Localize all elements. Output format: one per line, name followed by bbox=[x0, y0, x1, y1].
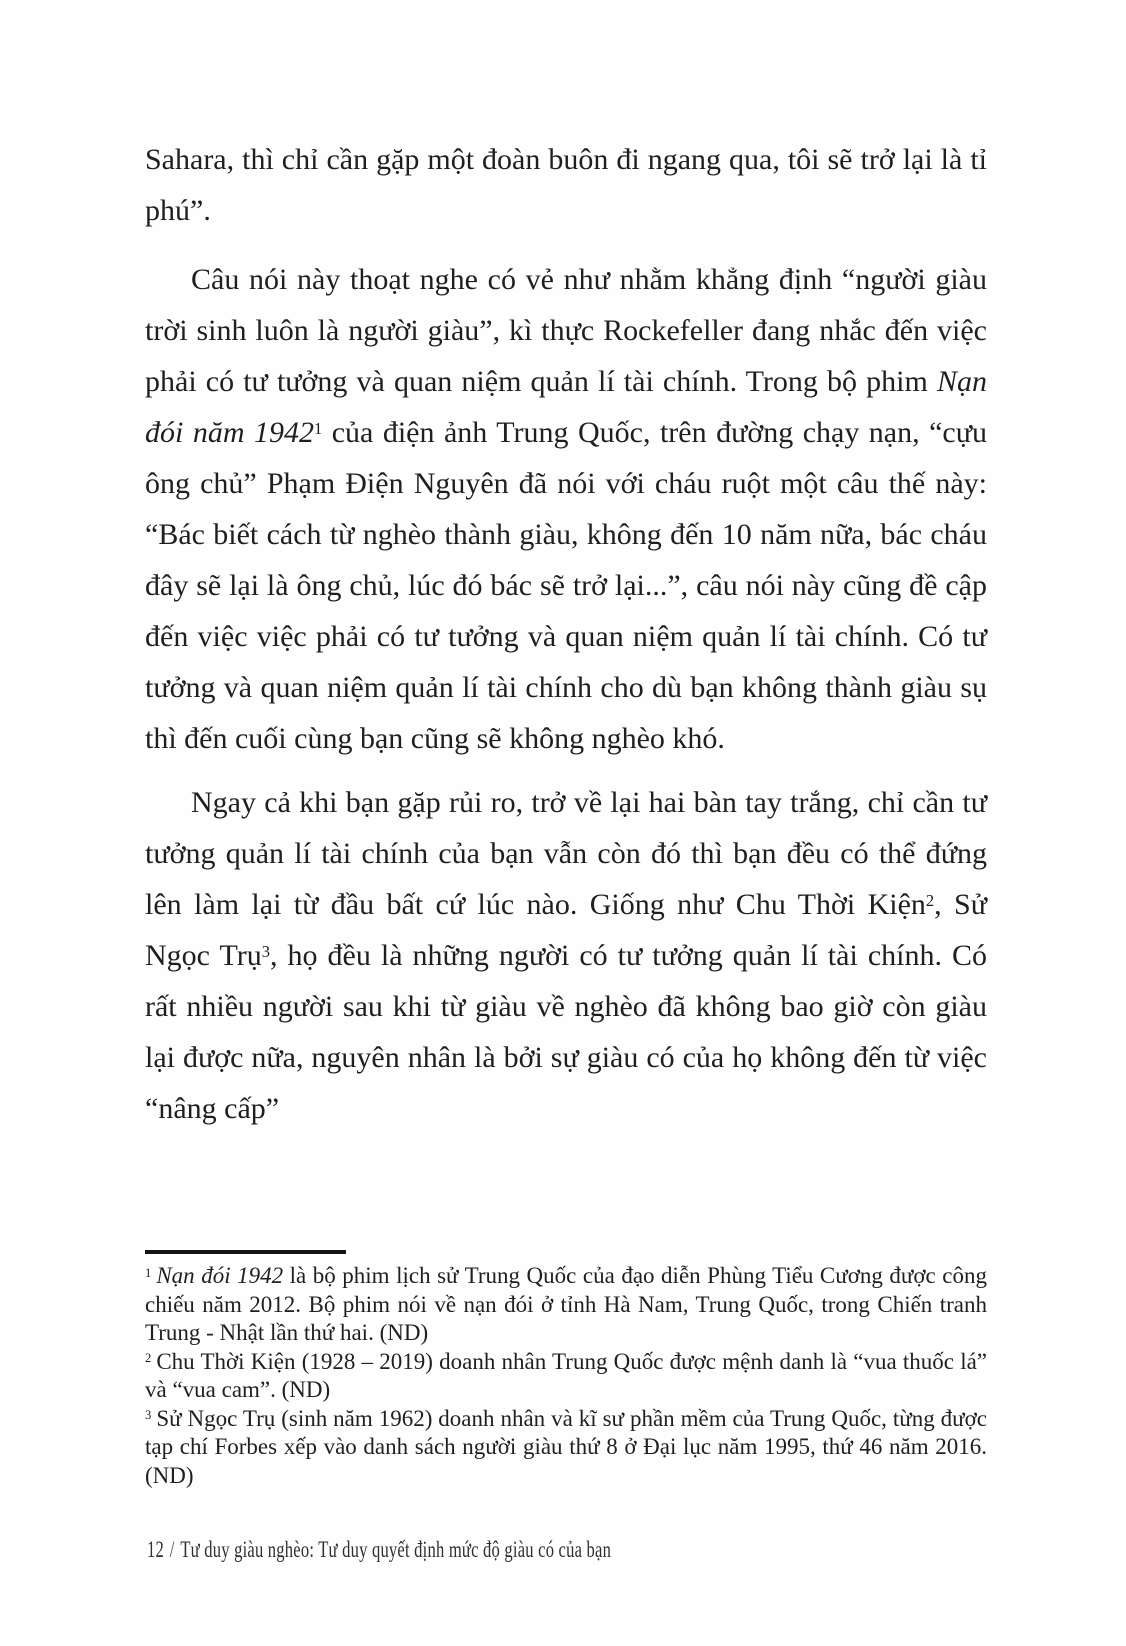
footnote-ref-2: 2 bbox=[925, 890, 935, 910]
paragraph-text: Sahara, thì chỉ cần gặp một đoàn buôn đi ngang qua, tôi sẽ trở lại là tỉ phú”. bbox=[145, 143, 987, 227]
paragraph-rockefeller bbox=[145, 254, 987, 764]
footnote-1-marker: 1 bbox=[145, 1265, 152, 1280]
movie-title-italic: Nạn đói năm 1942 bbox=[145, 365, 987, 449]
footnote-3-marker: 3 bbox=[145, 1408, 152, 1423]
footnote-ref-3: 3 bbox=[261, 941, 270, 961]
paragraph-text: , Sử Ngọc Trụ bbox=[145, 888, 987, 972]
footnote-ref-1: 1 bbox=[313, 418, 323, 438]
footnote-1 bbox=[145, 1262, 987, 1348]
paragraph-text: , họ đều là những người có tư tưởng quản lí tài chính. Có rất nhiều người sau khi từ giàu về nghèo đã không bao giờ còn giàu lại được nữa, nguyên nhân là bởi sự giàu có của họ không đến từ việc “nâng cấp” bbox=[145, 939, 988, 1125]
book-title: Tư duy giàu nghèo: Tư duy quyết định mức độ giàu có của bạn bbox=[180, 1537, 612, 1562]
footnote-1-text: là bộ phim lịch sử Trung Quốc của đạo diễn Phùng Tiểu Cương được công chiếu năm 2012. Bộ phim nói về nạn đói ở tỉnh Hà Nam, Trung Quốc, trong Chiến tranh Trung - Nhật lần thứ hai. (ND) bbox=[145, 1263, 987, 1345]
footnote-3 bbox=[145, 1405, 987, 1491]
page-number: 12 bbox=[147, 1537, 164, 1562]
footnotes-section bbox=[145, 1250, 987, 1490]
paragraph-text: Câu nói này thoạt nghe có vẻ như nhằm khẳng định “người giàu trời sinh luôn là người giàu”, kì thực Rockefeller đang nhắc đến việc phải có tư tưởng và quan niệm quản lí tài chính. Trong bộ phim bbox=[145, 263, 987, 398]
paragraph-text: của điện ảnh Trung Quốc, trên đường chạy nạn, “cựu ông chủ” Phạm Điện Nguyên đã nói với cháu ruột một câu thế này: “Bác biết cách từ nghèo thành giàu, không đến 10 năm nữa, bác cháu đây sẽ lại là ông chủ, lúc đó bác sẽ trở lại...”, câu nói này cũng đề cập đến việc việc phải có tư tưởng và quan niệm quản lí tài chính. Có tư tưởng và quan niệm quản lí tài chính cho dù bạn không thành giàu sụ thì đến cuối cùng bạn cũng sẽ không nghèo khó. bbox=[145, 416, 988, 755]
footnote-1-movie-title: Nạn đói 1942 bbox=[156, 1263, 284, 1288]
paragraph-resilience bbox=[145, 777, 987, 1134]
footer-separator: / bbox=[169, 1537, 175, 1562]
page-footer bbox=[147, 1537, 611, 1563]
footnote-2-text: Chu Thời Kiện (1928 – 2019) doanh nhân Trung Quốc được mệnh danh là “vua thuốc lá” và “vua cam”. (ND) bbox=[145, 1348, 987, 1402]
paragraph-continuation bbox=[145, 134, 987, 236]
footnote-3-text: Sử Ngọc Trụ (sinh năm 1962) doanh nhân và kĩ sư phần mềm của Trung Quốc, từng được tạp chí Forbes xếp vào danh sách người giàu thứ 8 ở Đại lục năm 1995, thứ 46 năm 2016. (ND) bbox=[145, 1405, 987, 1488]
footnote-separator-rule bbox=[145, 1250, 346, 1254]
footnote-2-marker: 2 bbox=[145, 1351, 152, 1366]
paragraph-text: Ngay cả khi bạn gặp rủi ro, trở về lại hai bàn tay trắng, chỉ cần tư tưởng quản lí tài chính của bạn vẫn còn đó thì bạn đều có thể đứng lên làm lại từ đầu bất cứ lúc nào. Giống như Chu Thời Kiện bbox=[145, 786, 987, 921]
footnote-2 bbox=[145, 1348, 987, 1405]
body-text bbox=[145, 134, 987, 1134]
